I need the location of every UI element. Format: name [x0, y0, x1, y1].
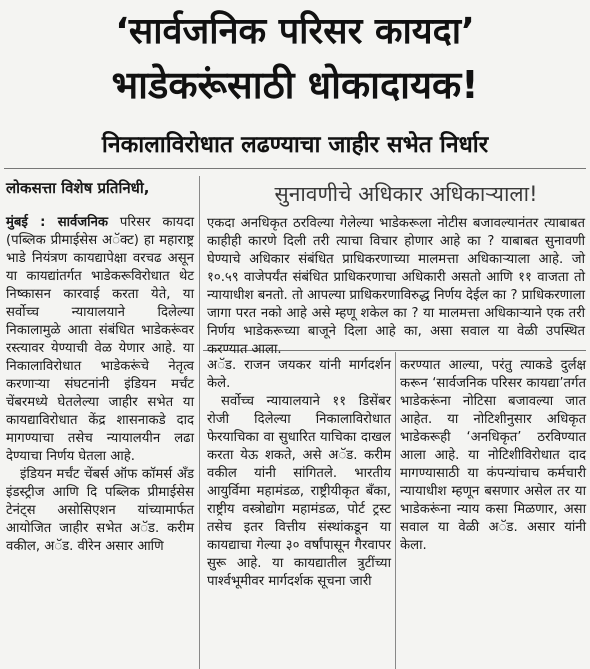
headline-line-2: भाडेकरूंसाठी धोकादायक!	[111, 63, 479, 107]
column-3	[400, 357, 586, 555]
subheadline: निकालाविरोधात लढण्याचा जाहीर सभेत निर्धार	[101, 132, 489, 158]
column-divider-left	[199, 176, 200, 669]
column-divider-right	[395, 352, 396, 669]
sidebar-box-text: एकदा अनधिकृत ठरविल्या गेलेल्या भाडेकरूला नोटीस बजावल्यानंतर त्याबाबत काहीही कारणे दिली तरी त्याचा विचार होणार आहे का ? याबाबत सुनावणी घेण्याचे अधिकार संबंधित प्राधिकरणाच्या मालमत्ता अधिकाऱ्याला आहे. जो १०.५९ वाजेपर्यंत संबंधित प्राधिकरणाचा अधिकारी असतो आणि ११ वाजता तो न्यायाधीश बनतो. तो आपल्या प्राधिकरणाविरुद्ध निर्णय देईल का ? प्राधिकरणाला जागा परत नको आहे असे म्हणू शकेल का ? या मालमत्ता अधिकाऱ्याने एक तरी निर्णय भाडेकरूच्या बाजूने दिला आहे का, असा सवाल या वेळी उपस्थित करण्यात आला.	[207, 216, 585, 357]
byline: लोकसत्ता विशेष प्रतिनिधी,	[6, 179, 150, 197]
lead-column	[6, 214, 194, 556]
lead-text: परिसर कायदा (पब्लिक प्रीमाईसेस अॅक्ट) हा महाराष्ट्र भाडे नियंत्रण कायद्यापेक्षा वरचढ असून या कायद्यांतर्गत भाडेकरूविरोधात थेट निष्कासन कारवाई करता येते, या सर्वोच्च न्यायालयाने दिलेल्या निकालामुळे आता संबंधित भाडेकरूंवर रस्त्यावर येण्याची वेळ येणार आहे. या निकालाविरोधात भाडेकरूंचे नेतृत्व करणाऱ्या संघटनांनी इंडियन मर्चंट चेंबरमध्ये घेतलेल्या जाहीर सभेत या कायद्याविरोधात केंद्र शासनाकडे दाद मागण्याचा तसेच न्यायालयीन लढा देण्याचा निर्णय घेतला आहे.	[6, 215, 194, 464]
lead-text-continued: इंडियन मर्चंट चेंबर्स ऑफ कॉमर्स अँड इंडस्ट्रीज आणि दि पब्लिक प्रीमाईसेस टेनंट्स असोसिएशन यांच्यामार्फत आयोजित जाहीर सभेत अॅड. करीम वकील, अॅड. वीरेन असार आणि	[6, 467, 194, 554]
column-2	[207, 357, 391, 591]
column-2-para-2: सर्वोच्च न्यायालयाने ११ डिसेंबर रोजी दिलेल्या निकालाविरोधात फेरयाचिका वा सुधारित याचिका दाखल करता येऊ शकते, असे अॅड. करीम वकील यांनी सांगितले. भारतीय आयुर्विमा महामंडळ, राष्ट्रीयीकृत बँका, राष्ट्रीय वस्त्रोद्योग महामंडळ, पोर्ट ट्रस्ट तसेच इतर वित्तीय संस्थांकडून या कायद्याचा गेल्या ३० वर्षांपासून गैरवापर सुरू आहे. या कायद्यातील त्रुटींच्या पार्श्वभूमीवर मार्गदर्शक सूचना जारी	[207, 394, 391, 589]
divider-under-subhead	[4, 168, 586, 169]
column-2-para-1: अॅड. राजन जयकर यांनी मार्गदर्शन केले.	[207, 358, 391, 391]
headline-line-1: ‘सार्वजनिक परिसर कायदा’	[115, 11, 475, 52]
column-3-para-1: करण्यात आल्या, परंतु त्याकडे दुर्लक्ष करून ‘सार्वजनिक परिसर कायद्या’तर्गत भाडेकरूंना नोटिसा बजावल्या जात आहेत. या नोटिशीनुसार अधिकृत भाडेकरूही ‘अनधिकृत’ ठरविण्यात आला आहे. या नोटिशीविरोधात दाद मागण्यासाठी या कंपन्यांचाच कर्मचारी न्यायाधीश म्हणून बसणार असेल तर या भाडेकरूंना न्याय कसा मिळणार, असा सवाल या वेळी अॅड. असार यांनी केला.	[400, 358, 586, 553]
box-heading: सुनावणीचे अधिकार अधिकाऱ्याला!	[274, 182, 538, 206]
dateline: मुंबई : सार्वजनिक	[6, 215, 109, 230]
